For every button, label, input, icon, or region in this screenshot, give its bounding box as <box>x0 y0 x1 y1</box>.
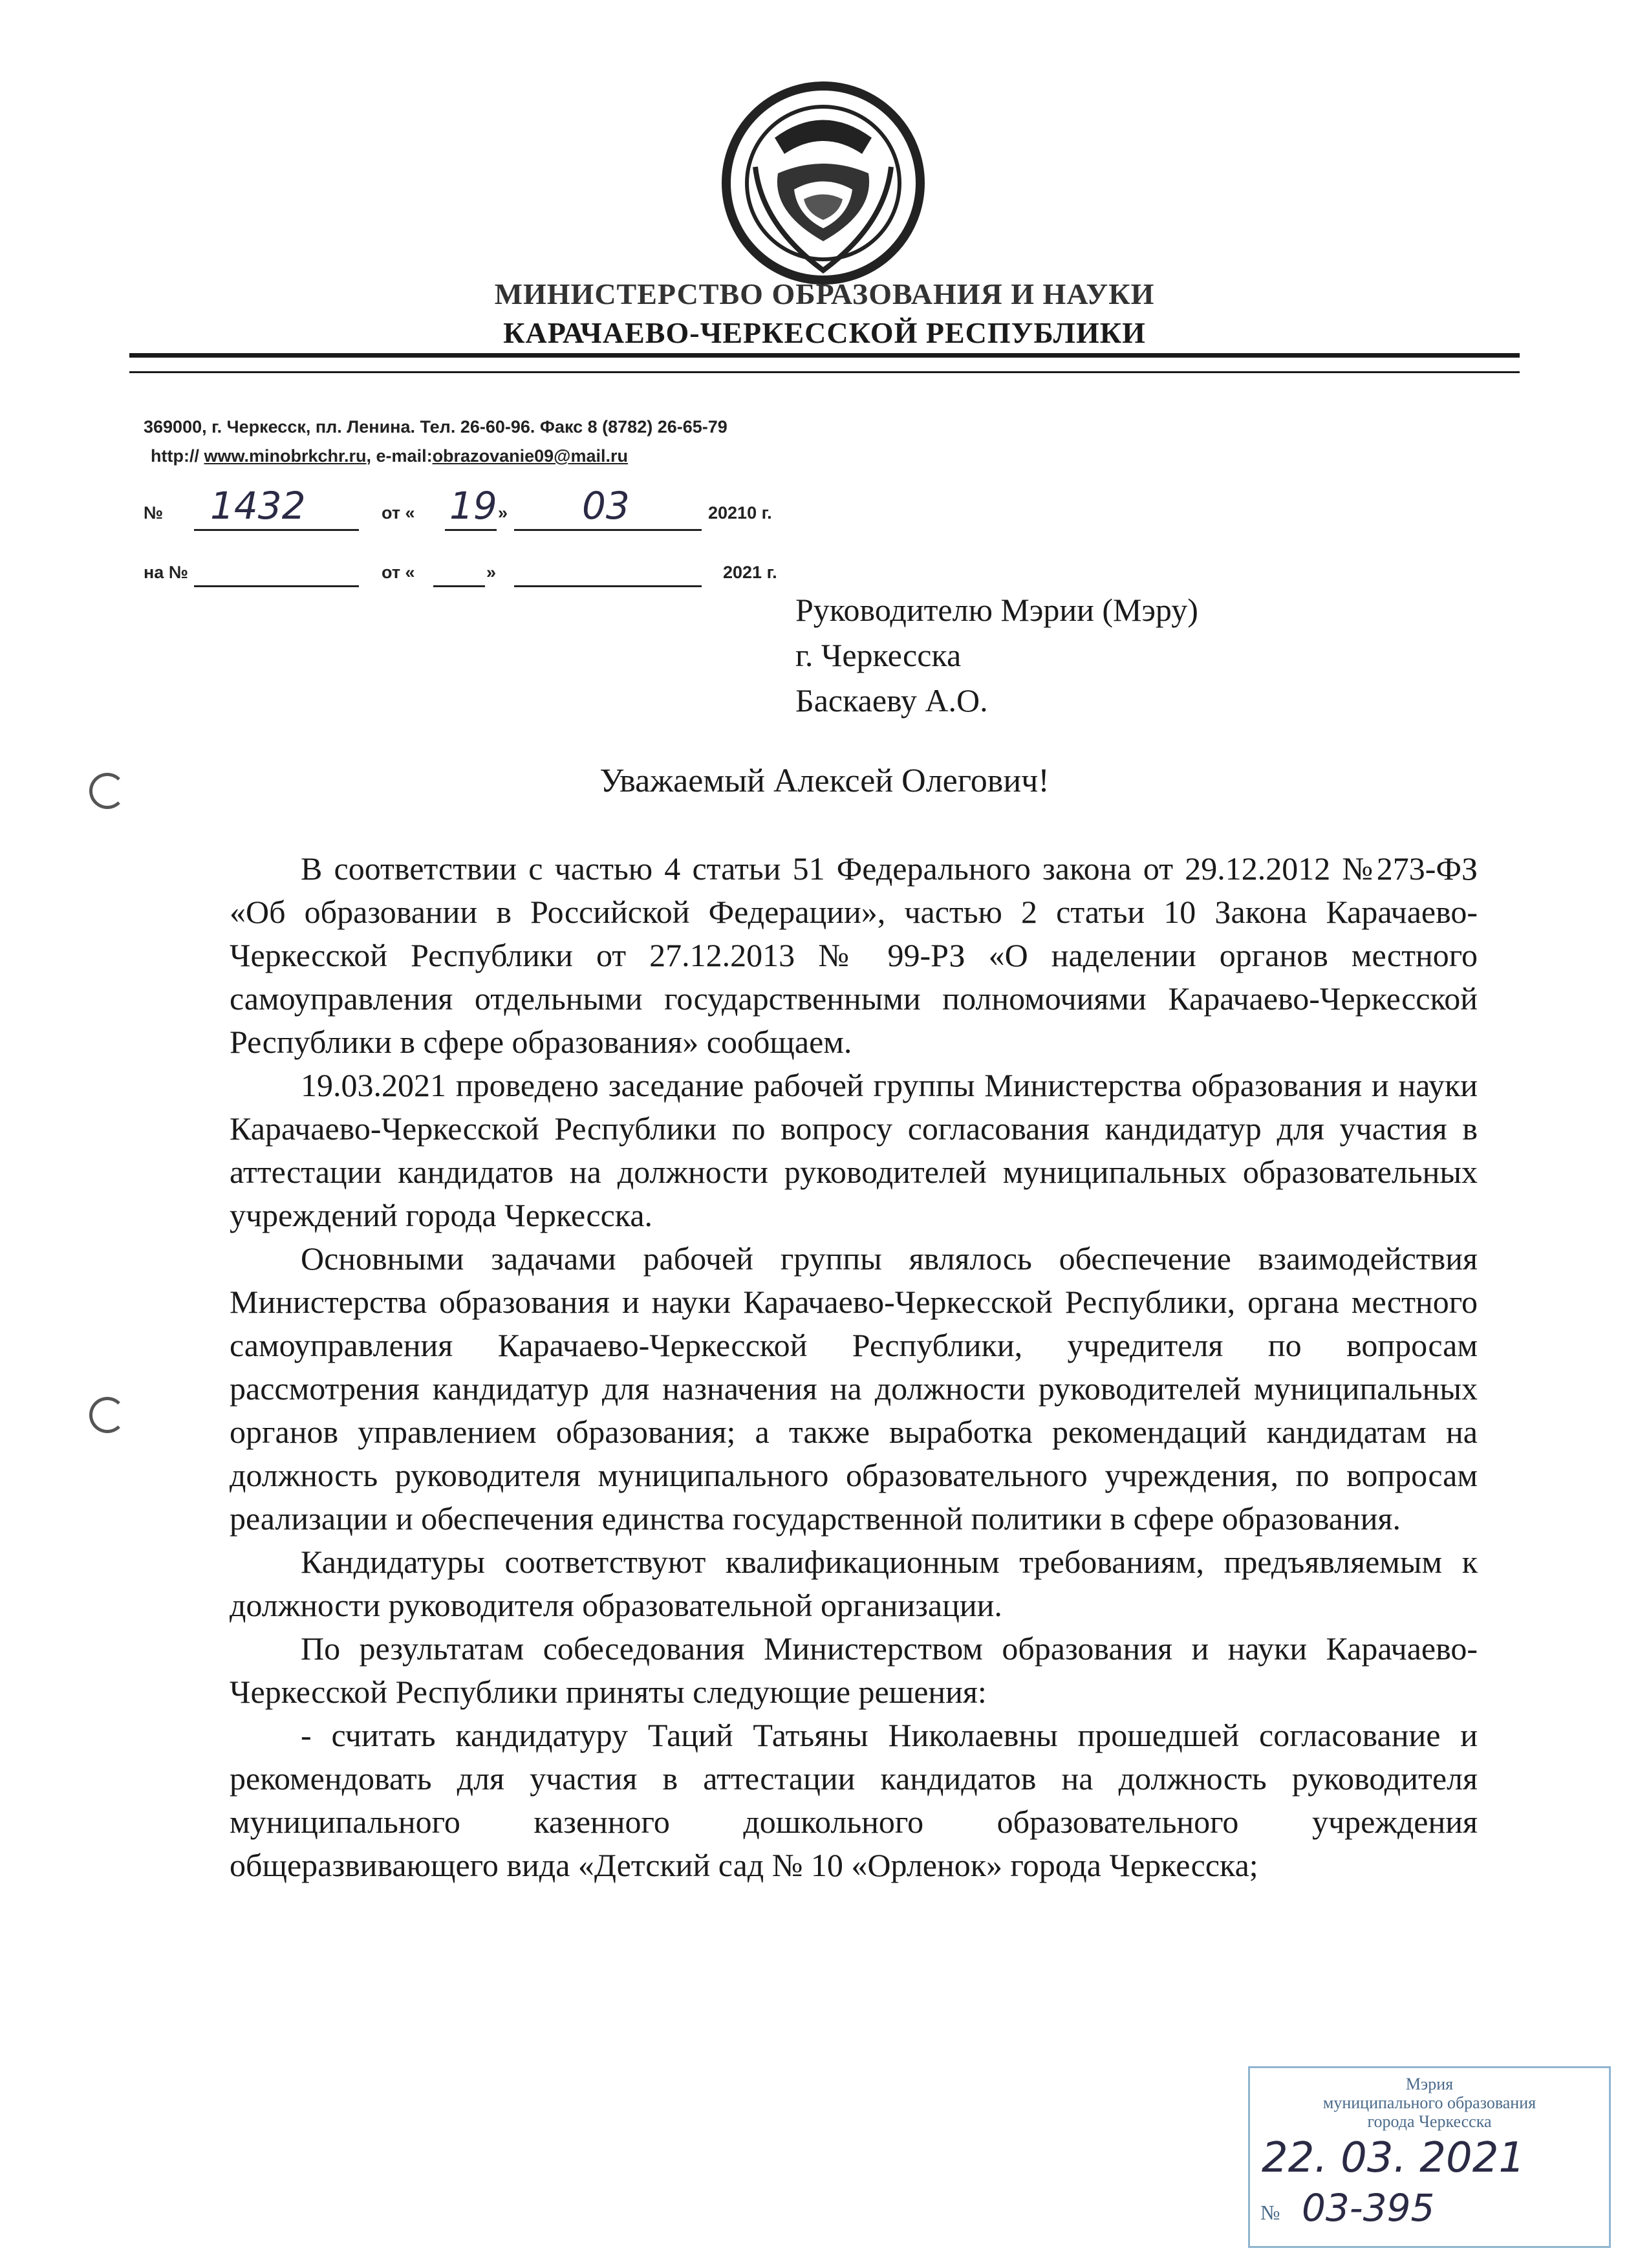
stamp-number-label: № <box>1260 2201 1280 2224</box>
ministry-name-line1: МИНИСТЕРСТВО ОБРАЗОВАНИЯ И НАУКИ <box>494 277 1155 310</box>
ministry-name-line2: КАРАЧАЕВО-ЧЕРКЕССКОЙ РЕСПУБЛИКИ <box>503 316 1146 349</box>
email-prefix: , e-mail: <box>366 446 433 466</box>
paragraph-5: По результатам собеседования Министерством образования и науки Карачаево-Черкесской Республики приняты следующие решения: <box>230 1630 1478 1710</box>
paragraph-3: Основными задачами рабочей группы являлось обеспечение взаимодействия Министерства образования и науки Карачаево-Черкесской Республики, органа местного самоуправления Карачаево-Черкесской Республики, учредителя по вопросам рассмотрения кандидатур для назначения на должности руководителей муниципальных органов управлением образования; а также выработка рекомендаций кандидатам на должность руководителя муниципального образовательного учреждения, по вопросам реализации и обеспечения единства государственной политики в сфере образования. <box>230 1240 1478 1537</box>
paragraph-4: Кандидатуры соответствуют квалификационным требованиям, предъявляемым к должности руководителя образовательной организации. <box>230 1544 1478 1623</box>
ref-month-handwritten: 03 <box>582 484 630 528</box>
greeting: Уважаемый Алексей Олегович! <box>599 762 1050 799</box>
ref-number-label: № <box>144 503 164 523</box>
website-link[interactable]: www.minobrkchr.ru <box>204 446 367 466</box>
recipient-line2: г. Черкесска <box>795 637 962 673</box>
reply-month-underline <box>514 585 702 587</box>
stamp-date-handwritten: 22. 03. 2021 <box>1262 2134 1525 2182</box>
paragraph-6: - считать кандидатуру Таций Татьяны Николаевны прошедшей согласование и рекомендовать для участия в аттестации кандидатов на должность руководителя муниципального казенного дошкольного образовательного учреждения общеразвивающего вида «Детский сад № 10 «Орленок» города Черкесска; <box>230 1717 1478 1883</box>
paragraph-1: В соответствии с частью 4 статьи 51 Федерального закона от 29.12.2012 №273-ФЗ «Об образовании в Российской Федерации», частью 2 статьи 10 Закона Карачаево-Черкесской Республики от 27.12.2013 № 99-РЗ «О наделении органов местного самоуправления отдельными государственными полномочиями Карачаево-Черкесской Республики в сфере образования» сообщаем. <box>230 850 1478 1060</box>
ref-number-underline <box>194 529 359 531</box>
reply-date-close: » <box>486 563 497 582</box>
web-prefix: http:// <box>151 446 199 466</box>
stamp-line1: Мэрия <box>1405 2075 1454 2093</box>
ref-day-underline <box>445 529 497 531</box>
stamp-number-handwritten: 03-395 <box>1302 2186 1435 2230</box>
recipient-block <box>795 587 1198 723</box>
recipient-line3: Баскаеву А.О. <box>795 682 988 718</box>
reply-year: 2021 г. <box>723 563 777 582</box>
punch-hole-mark-top <box>89 773 125 809</box>
ref-date-from-label: от « <box>382 503 415 523</box>
reply-date-from-label: от « <box>382 563 415 582</box>
email-link[interactable]: obrazovanie09@mail.ru <box>432 446 628 466</box>
header-rule-thin <box>129 371 1520 373</box>
ref-number-handwritten: 1432 <box>210 484 306 528</box>
ref-year: 20210 г. <box>708 503 772 523</box>
letter-body <box>230 847 1478 1887</box>
coat-of-arms-emblem <box>717 76 930 290</box>
paragraph-2: 19.03.2021 проведено заседание рабочей группы Министерства образования и науки Карачаево-Черкесской Республики по вопросу согласования кандидатур для участия в аттестации кандидатов на должности руководителей муниципальных образовательных учреждений города Черкесска. <box>230 1067 1478 1233</box>
ref-date-close: » <box>498 503 508 523</box>
web-email-line <box>151 446 628 466</box>
reply-day-underline <box>433 585 485 587</box>
reply-number-underline <box>194 585 359 587</box>
ref-month-underline <box>514 529 702 531</box>
address-line: 369000, г. Черкесск, пл. Ленина. Тел. 26-60-96. Факс 8 (8782) 26-65-79 <box>144 417 727 437</box>
registration-stamp <box>1248 2066 1611 2248</box>
ref-day-handwritten: 19 <box>449 484 497 528</box>
stamp-title <box>1250 2075 1609 2131</box>
stamp-line3: города Черкесска <box>1367 2112 1492 2131</box>
stamp-line2: муниципального образования <box>1322 2093 1536 2112</box>
punch-hole-mark-bottom <box>89 1397 125 1433</box>
reply-number-label: на № <box>144 563 188 582</box>
recipient-line1: Руководителю Мэрии (Мэру) <box>795 592 1198 628</box>
header-rule-thick <box>129 353 1520 358</box>
